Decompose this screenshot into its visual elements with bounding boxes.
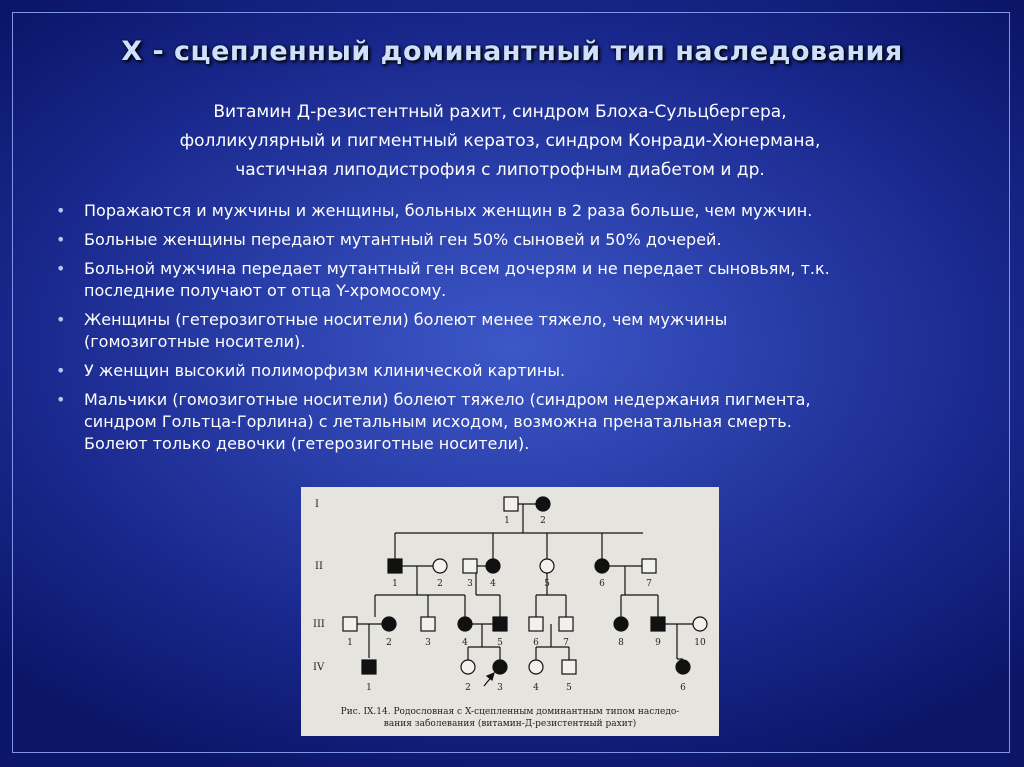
individual-number: 10 bbox=[694, 638, 706, 648]
proband-arrow-icon bbox=[484, 673, 494, 686]
generation-label: II bbox=[315, 561, 323, 572]
disease-line: Витамин Д-резистентный рахит, синдром Блоха-Сульцбергера, bbox=[213, 102, 787, 122]
male-unaffected-icon bbox=[421, 617, 435, 631]
male-unaffected-icon bbox=[529, 617, 543, 631]
pedigree-lines bbox=[356, 504, 693, 660]
individual-number: 6 bbox=[680, 683, 686, 693]
individual-number: 1 bbox=[347, 638, 353, 648]
male-affected-icon bbox=[388, 559, 402, 573]
individual-number: 2 bbox=[437, 579, 443, 589]
caption-line: вания заболевания (витамин-Д-резистентный рахит) bbox=[383, 719, 637, 729]
individual-number: 6 bbox=[533, 638, 539, 648]
individual-number: 3 bbox=[467, 579, 473, 589]
individual-number: 4 bbox=[533, 683, 539, 693]
bullet-text: Больной мужчина передает мутантный ген всем дочерям и не передает сыновьям, т.к. bbox=[84, 259, 830, 278]
bullet-text: Женщины (гетерозиготные носители) болеют менее тяжело, чем мужчины bbox=[84, 310, 728, 329]
bullet-item bbox=[56, 229, 986, 251]
individual-number: 3 bbox=[425, 638, 431, 648]
female-unaffected-icon bbox=[540, 559, 554, 573]
female-unaffected-icon bbox=[461, 660, 475, 674]
bullet-icon: • bbox=[56, 259, 66, 278]
bullet-item bbox=[56, 360, 986, 382]
individual-number: 6 bbox=[599, 579, 605, 589]
pedigree-figure bbox=[301, 487, 719, 736]
individual-number: 1 bbox=[392, 579, 398, 589]
female-affected-icon bbox=[382, 617, 396, 631]
individual-number: 4 bbox=[462, 638, 468, 648]
female-affected-icon bbox=[486, 559, 500, 573]
bullet-text: Поражаются и мужчины и женщины, больных женщин в 2 раза больше, чем мужчин. bbox=[84, 201, 813, 220]
bullet-icon: • bbox=[56, 310, 66, 329]
bullet-text: У женщин высокий полиморфизм клинической картины. bbox=[84, 361, 566, 380]
bullet-icon: • bbox=[56, 230, 66, 249]
bullet-text: синдром Гольтца-Горлина) с летальным исходом, возможна пренатальная смерть. bbox=[84, 412, 792, 431]
bullet-item bbox=[56, 258, 986, 302]
female-affected-icon bbox=[458, 617, 472, 631]
male-unaffected-icon bbox=[642, 559, 656, 573]
disease-list bbox=[60, 98, 940, 185]
female-affected-icon bbox=[493, 660, 507, 674]
bullet-icon: • bbox=[56, 390, 66, 409]
individual-number: 5 bbox=[497, 638, 503, 648]
bullet-text: (гомозиготные носители). bbox=[84, 332, 306, 351]
individual-number: 2 bbox=[386, 638, 392, 648]
male-affected-icon bbox=[651, 617, 665, 631]
female-affected-icon bbox=[595, 559, 609, 573]
female-affected-icon bbox=[536, 497, 550, 511]
bullet-item bbox=[56, 309, 986, 353]
bullet-text: Мальчики (гомозиготные носители) болеют тяжело (синдром недержания пигмента, bbox=[84, 390, 811, 409]
female-affected-icon bbox=[614, 617, 628, 631]
bullet-text: последние получают от отца Y-хромосому. bbox=[84, 281, 447, 300]
male-affected-icon bbox=[362, 660, 376, 674]
slide-title: X - сцепленный доминантный тип наследования bbox=[121, 36, 903, 67]
male-unaffected-icon bbox=[562, 660, 576, 674]
bullet-icon: • bbox=[56, 201, 66, 220]
male-affected-icon bbox=[493, 617, 507, 631]
generation-label: I bbox=[315, 499, 319, 510]
bullet-item bbox=[56, 389, 986, 455]
generation-label: III bbox=[313, 619, 325, 630]
male-unaffected-icon bbox=[559, 617, 573, 631]
bullet-item bbox=[56, 200, 986, 222]
female-unaffected-icon bbox=[693, 617, 707, 631]
male-unaffected-icon bbox=[463, 559, 477, 573]
female-unaffected-icon bbox=[529, 660, 543, 674]
individual-number: 3 bbox=[497, 683, 503, 693]
disease-line: фолликулярный и пигментный кератоз, синдром Конради-Хюнермана, bbox=[179, 131, 821, 151]
individual-number: 5 bbox=[544, 579, 550, 589]
disease-line: частичная липодистрофия с липотрофным диабетом и др. bbox=[235, 160, 765, 180]
individual-number: 2 bbox=[540, 516, 546, 526]
individual-number: 1 bbox=[504, 516, 510, 526]
individual-number: 1 bbox=[366, 683, 372, 693]
male-unaffected-icon bbox=[343, 617, 357, 631]
individual-number: 4 bbox=[490, 579, 496, 589]
individual-number: 7 bbox=[563, 638, 569, 648]
bullet-icon: • bbox=[56, 361, 66, 380]
individual-number: 5 bbox=[566, 683, 572, 693]
generation-label: IV bbox=[313, 662, 325, 673]
caption-line: Рис. IX.14. Родословная с X-сцепленным доминантным типом наследо- bbox=[340, 707, 680, 717]
bullet-list bbox=[56, 200, 986, 462]
female-unaffected-icon bbox=[433, 559, 447, 573]
individual-number: 9 bbox=[655, 638, 661, 648]
male-unaffected-icon bbox=[504, 497, 518, 511]
female-affected-icon bbox=[676, 660, 690, 674]
individual-number: 7 bbox=[646, 579, 652, 589]
individual-number: 2 bbox=[465, 683, 471, 693]
individual-number: 8 bbox=[618, 638, 624, 648]
bullet-text: Болеют только девочки (гетерозиготные носители). bbox=[84, 434, 530, 453]
pedigree-chart bbox=[301, 487, 719, 736]
bullet-text: Больные женщины передают мутантный ген 50% сыновей и 50% дочерей. bbox=[84, 230, 722, 249]
figure-caption bbox=[309, 706, 711, 730]
